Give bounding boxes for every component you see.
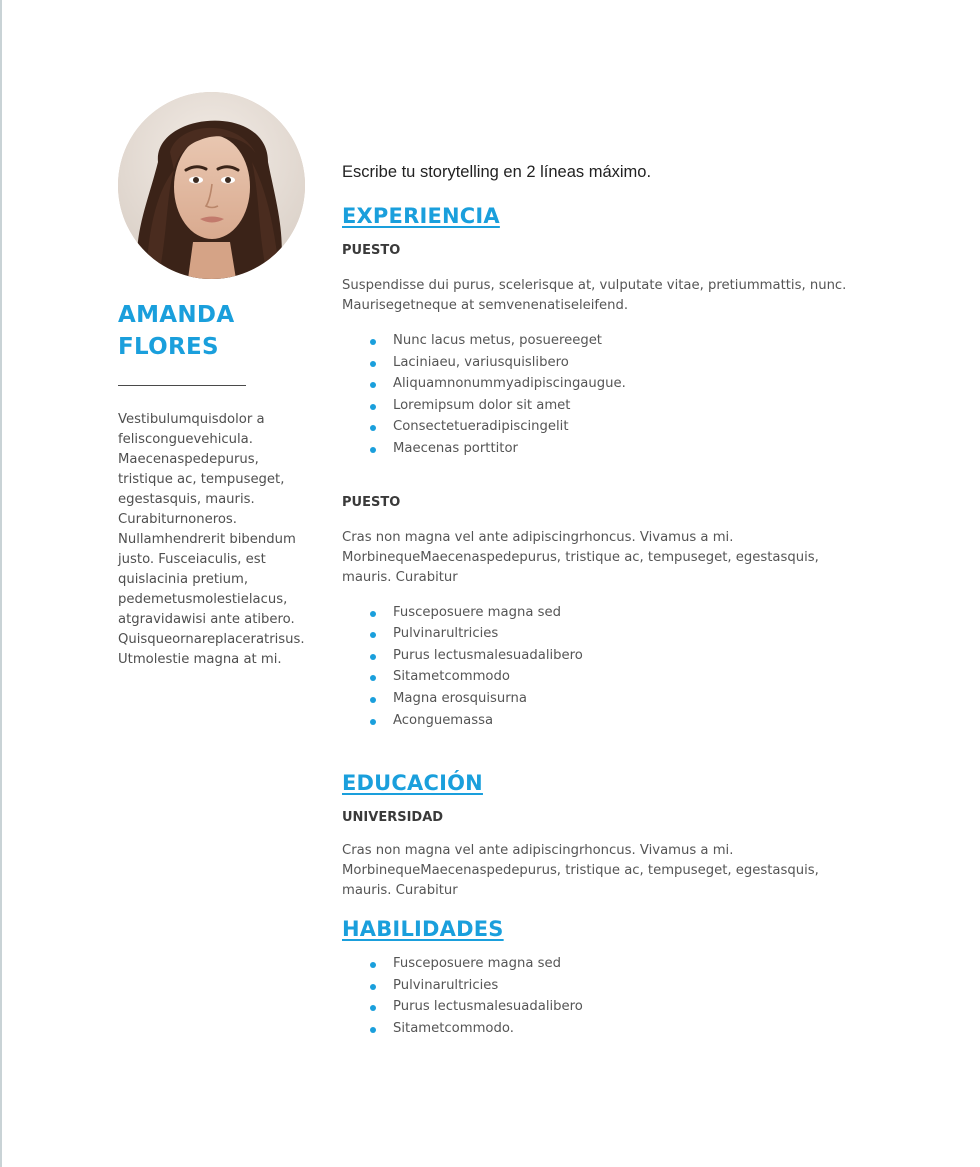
job-position: PUESTO bbox=[342, 494, 401, 510]
page-edge bbox=[0, 0, 2, 1167]
list-item-text: Purus lectusmalesuadalibero bbox=[393, 999, 583, 1015]
list-item bbox=[370, 416, 942, 438]
list-item-text: Pulvinarultricies bbox=[393, 977, 499, 993]
person-name bbox=[118, 299, 318, 363]
bullet-dot-icon bbox=[370, 1027, 376, 1033]
description-line: Cras non magna vel ante adipiscingrhoncus. Vivamus a mi. bbox=[342, 843, 734, 859]
list-item-text: Aliquamnonummyadipiscingaugue. bbox=[393, 376, 626, 392]
bullet-dot-icon bbox=[370, 697, 376, 703]
description-line: mauris. Curabitur bbox=[342, 883, 458, 899]
list-item-text: Maecenas porttitor bbox=[393, 440, 518, 456]
profile-photo bbox=[118, 92, 305, 279]
skills-title: HABILIDADES bbox=[342, 917, 504, 942]
list-item bbox=[370, 953, 942, 975]
bio-line: Utmolestie magna at mi. bbox=[118, 652, 282, 667]
description-line: mauris. Curabitur bbox=[342, 569, 458, 585]
list-item-text: Loremipsum dolor sit amet bbox=[393, 397, 571, 413]
description-line: Cras non magna vel ante adipiscingrhoncus. Vivamus a mi. bbox=[342, 529, 734, 545]
list-item bbox=[370, 602, 942, 624]
list-item bbox=[370, 395, 942, 417]
education-institution: UNIVERSIDAD bbox=[342, 810, 444, 826]
job-position: PUESTO bbox=[342, 243, 401, 258]
job-description bbox=[342, 276, 942, 316]
profile-column bbox=[118, 92, 318, 670]
education-description bbox=[342, 841, 942, 901]
description-line: Maurisegetneque at semvenenatiseleifend. bbox=[342, 298, 629, 313]
bio-line: atgravidawisi ante atibero. bbox=[118, 612, 295, 627]
content-column bbox=[342, 160, 942, 1040]
list-item-text: Magna erosquisurna bbox=[393, 690, 527, 706]
bullet-dot-icon bbox=[370, 962, 376, 968]
portrait-illustration bbox=[118, 92, 305, 279]
bullet-dot-icon bbox=[370, 361, 376, 367]
bio-line: egestasquis, mauris. bbox=[118, 492, 255, 507]
list-item-text: Fusceposuere magna sed bbox=[393, 604, 561, 620]
list-item bbox=[370, 438, 942, 460]
list-item bbox=[370, 996, 942, 1018]
bio-line: Vestibulumquisdolor a bbox=[118, 412, 265, 427]
list-item bbox=[370, 352, 942, 374]
profile-bio bbox=[118, 410, 308, 670]
description-line: MorbinequeMaecenaspedepurus, tristique ac, tempuseget, egestasquis, bbox=[342, 863, 819, 879]
bullet-dot-icon bbox=[370, 404, 376, 410]
list-item-text: Sitametcommodo. bbox=[393, 1020, 514, 1036]
list-item bbox=[370, 688, 942, 710]
list-item-text: Sitametcommodo bbox=[393, 669, 510, 685]
list-item bbox=[370, 373, 942, 395]
bullet-dot-icon bbox=[370, 654, 376, 660]
list-item bbox=[370, 1018, 942, 1040]
bio-line: Curabiturnoneros. bbox=[118, 512, 237, 527]
list-item-text: Pulvinarultricies bbox=[393, 626, 499, 642]
bio-line: pedemetusmolestielacus, bbox=[118, 592, 288, 607]
bio-line: Maecenaspedepurus, bbox=[118, 452, 259, 467]
list-item-text: Fusceposuere magna sed bbox=[393, 956, 561, 972]
list-item-text: Laciniaeu, variusquislibero bbox=[393, 354, 569, 370]
job-description bbox=[342, 528, 942, 588]
bio-line: justo. Fusceiaculis, est bbox=[118, 552, 266, 567]
list-item bbox=[370, 666, 942, 688]
bio-line: quislacinia pretium, bbox=[118, 572, 249, 587]
list-item-text: Consectetueradipiscingelit bbox=[393, 419, 569, 435]
skills-bullet-list bbox=[342, 953, 942, 1039]
list-item-text: Nunc lacus metus, posuereeget bbox=[393, 333, 602, 348]
name-divider bbox=[118, 385, 246, 386]
bullet-dot-icon bbox=[370, 382, 376, 388]
description-line: MorbinequeMaecenaspedepurus, tristique ac, tempuseget, egestasquis, bbox=[342, 549, 819, 565]
list-item bbox=[370, 710, 942, 732]
bullet-dot-icon bbox=[370, 675, 376, 681]
job-bullet-list bbox=[342, 602, 942, 732]
education-title: EDUCACIÓN bbox=[342, 771, 483, 796]
experience-title: EXPERIENCIA bbox=[342, 204, 500, 228]
list-item bbox=[370, 330, 942, 352]
bullet-dot-icon bbox=[370, 425, 376, 431]
list-item bbox=[370, 623, 942, 645]
last-name: FLORES bbox=[118, 334, 219, 360]
bio-line: Quisqueornareplaceratrisus. bbox=[118, 632, 305, 647]
bullet-dot-icon bbox=[370, 339, 376, 345]
bullet-dot-icon bbox=[370, 632, 376, 638]
first-name: AMANDA bbox=[118, 302, 235, 328]
bio-line: tristique ac, tempuseget, bbox=[118, 472, 285, 487]
bullet-dot-icon bbox=[370, 611, 376, 617]
bullet-dot-icon bbox=[370, 719, 376, 725]
bio-line: Nullamhendrerit bibendum bbox=[118, 532, 296, 547]
list-item-text: Purus lectusmalesuadalibero bbox=[393, 647, 583, 663]
list-item bbox=[370, 645, 942, 667]
bullet-dot-icon bbox=[370, 447, 376, 453]
list-item-text: Aconguemassa bbox=[393, 712, 494, 728]
bullet-dot-icon bbox=[370, 984, 376, 990]
bullet-dot-icon bbox=[370, 1005, 376, 1011]
bio-line: felisconguevehicula. bbox=[118, 432, 253, 447]
list-item bbox=[370, 975, 942, 997]
storytelling-text: Escribe tu storytelling en 2 líneas máximo. bbox=[342, 163, 652, 181]
job-bullet-list bbox=[342, 330, 942, 460]
description-line: Suspendisse dui purus, scelerisque at, vulputate vitae, pretiummattis, nunc. bbox=[342, 278, 847, 293]
